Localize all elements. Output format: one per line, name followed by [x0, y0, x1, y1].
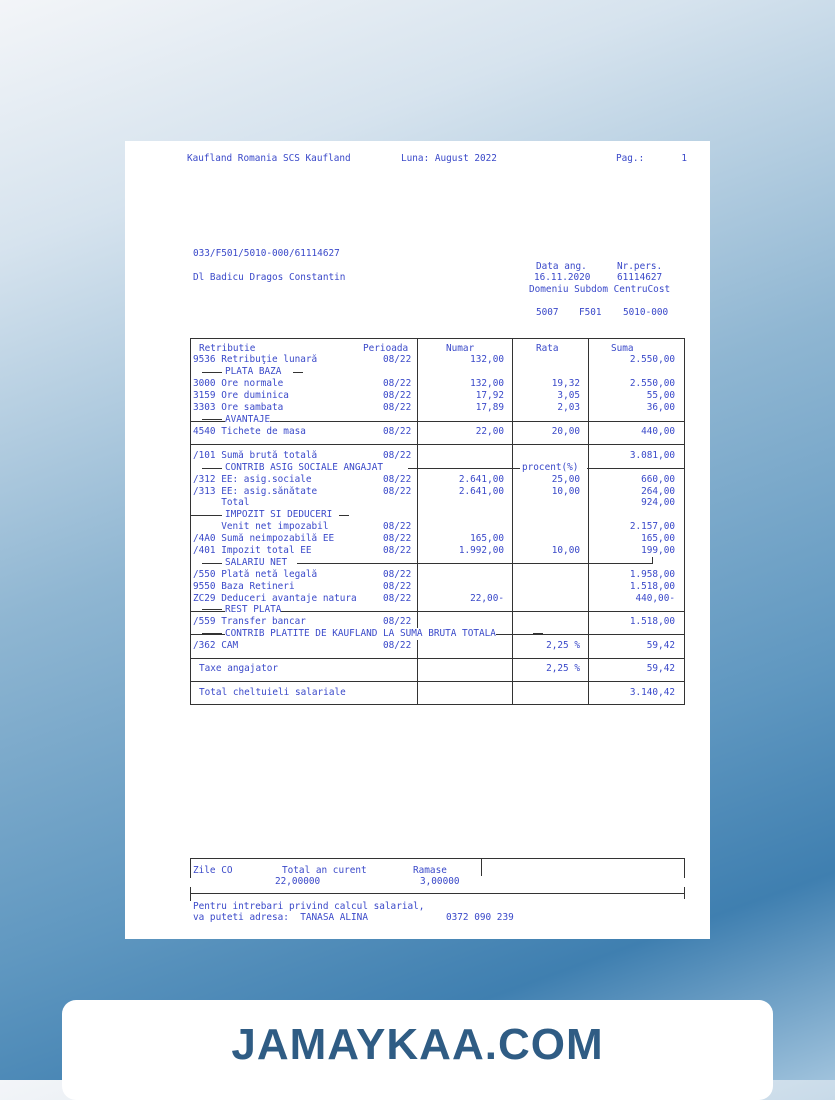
- col-retributie: Retributie: [199, 343, 256, 354]
- contact-info-line2: va puteti adresa: TANASA ALINA: [193, 912, 368, 923]
- table-row-period: 08/22: [383, 474, 412, 485]
- table-row-label: /550 Plată netă legală: [193, 569, 318, 580]
- table-row-period: 08/22: [383, 450, 412, 461]
- table-row-period: 08/22: [383, 426, 412, 437]
- table-row-rate: 10,00: [551, 545, 580, 556]
- section-rest-plata: REST PLATA: [225, 604, 282, 615]
- leave-days-label: Zile CO: [193, 865, 233, 876]
- table-row-label: 9536 Retribuţie lunară: [193, 354, 318, 365]
- section-contrib-kaufland: CONTRIB PLATITE DE KAUFLAND LA SUMA BRUTA TOTALA: [225, 628, 496, 639]
- table-row-label: /401 Impozit total EE: [193, 545, 312, 556]
- table-row-period: 08/22: [383, 616, 412, 627]
- table-row-sum: 2.157,00: [629, 521, 675, 532]
- section-salariu-net: SALARIU NET: [225, 557, 288, 568]
- table-row-period: 08/22: [383, 486, 412, 497]
- table-row-rate: 25,00: [551, 474, 580, 485]
- company-name: Kaufland Romania SCS Kaufland: [187, 153, 351, 164]
- table-row-label: /4A0 Sumă neimpozabilă EE: [193, 533, 335, 544]
- employee-name: Dl Badicu Dragos Constantin: [193, 272, 346, 283]
- table-row-rate: 3,05: [557, 390, 580, 401]
- current-year-total-label: Total an curent: [282, 865, 367, 876]
- table-row-period: 08/22: [383, 593, 412, 604]
- table-row-label: /362 CAM: [193, 640, 239, 651]
- table-row-period: 08/22: [383, 521, 412, 532]
- table-row-sum: 2.550,00: [629, 354, 675, 365]
- table-row-number: 2.641,00: [458, 486, 504, 497]
- table-row-number: 2.641,00: [458, 474, 504, 485]
- contact-info-line1: Pentru intrebari privind calcul salarial,: [193, 901, 425, 912]
- table-row-label: /312 EE: asig.sociale: [193, 474, 312, 485]
- table-row-sum: 264,00: [641, 486, 675, 497]
- table-row-number: 165,00: [470, 533, 504, 544]
- table-row-label: Venit net impozabil: [193, 521, 329, 532]
- table-row-period: 08/22: [383, 354, 412, 365]
- table-row-label: 3000 Ore normale: [193, 378, 284, 389]
- col-rata: Rata: [536, 343, 559, 354]
- table-row-period: 08/22: [383, 569, 412, 580]
- table-row-sum: 2.550,00: [629, 378, 675, 389]
- table-row-period: 08/22: [383, 640, 412, 651]
- hire-date: 16.11.2020: [534, 272, 591, 283]
- table-row-sum: 55,00: [646, 390, 675, 401]
- table-row-label: /101 Sumă brută totală: [193, 450, 318, 461]
- employer-taxes-label: Taxe angajator: [199, 663, 279, 674]
- domeniu-value: 5007: [536, 307, 559, 318]
- current-year-total-value: 22,00000: [275, 876, 321, 887]
- section-plata-baza: PLATA BAZA: [225, 366, 282, 377]
- table-row-number: 132,00: [470, 378, 504, 389]
- remaining-label: Ramase: [413, 865, 447, 876]
- page-number: 1: [681, 153, 687, 164]
- table-row-label: 4540 Tichete de masa: [193, 426, 306, 437]
- table-row-sum: 165,00: [641, 533, 675, 544]
- table-row-label: 3303 Ore sambata: [193, 402, 284, 413]
- payslip-document: [125, 141, 710, 939]
- table-row-label: Total: [193, 497, 250, 508]
- table-row-label: 3159 Ore duminica: [193, 390, 289, 401]
- remaining-value: 3,00000: [420, 876, 460, 887]
- page-label: Pag.:: [616, 153, 645, 164]
- payslip-month: Luna: August 2022: [401, 153, 497, 164]
- table-row-sum: 1.518,00: [629, 581, 675, 592]
- table-row-period: 08/22: [383, 378, 412, 389]
- table-row-sum: 924,00: [641, 497, 675, 508]
- table-row-sum: 59,42: [646, 640, 675, 651]
- watermark-banner: [62, 1000, 773, 1100]
- employer-taxes-sum: 59,42: [646, 663, 675, 674]
- cost-center-value: 5010-000: [623, 307, 669, 318]
- table-row-number: 17,92: [475, 390, 504, 401]
- section-impozit: IMPOZIT SI DEDUCERI: [225, 509, 333, 520]
- table-row-rate: 20,00: [551, 426, 580, 437]
- table-row-number: 1.992,00: [458, 545, 504, 556]
- table-row-number: 22,00-: [470, 593, 504, 604]
- table-row-period: 08/22: [383, 545, 412, 556]
- percent-label: procent(%): [522, 462, 579, 473]
- employer-taxes-rate: 2,25 %: [546, 663, 580, 674]
- col-suma: Suma: [611, 343, 634, 354]
- table-row-label: /559 Transfer bancar: [193, 616, 306, 627]
- table-row-sum: 440,00-: [635, 593, 675, 604]
- table-row-sum: 199,00: [641, 545, 675, 556]
- table-row-period: 08/22: [383, 533, 412, 544]
- table-row-rate: 2,25 %: [546, 640, 580, 651]
- table-row-period: 08/22: [383, 390, 412, 401]
- col-numar: Numar: [446, 343, 475, 354]
- pers-no-label: Nr.pers.: [617, 261, 663, 272]
- table-row-sum: 36,00: [646, 402, 675, 413]
- brand-logo-text: JAMAYKAA.COM: [231, 1020, 604, 1069]
- section-avantaje: AVANTAJE: [225, 414, 271, 425]
- col-perioada: Perioada: [363, 343, 409, 354]
- table-row-number: 17,89: [475, 402, 504, 413]
- hire-date-label: Data ang.: [536, 261, 587, 272]
- table-row-sum: 440,00: [641, 426, 675, 437]
- table-row-label: /313 EE: asig.sănătate: [193, 486, 318, 497]
- pers-no: 61114627: [617, 272, 663, 283]
- contact-phone: 0372 090 239: [446, 912, 514, 923]
- section-contrib-angajat: CONTRIB ASIG SOCIALE ANGAJAT: [225, 462, 384, 473]
- table-row-rate: 19,32: [551, 378, 580, 389]
- table-row-label: 9550 Baza Retineri: [193, 581, 295, 592]
- table-row-period: 08/22: [383, 402, 412, 413]
- table-row-number: 132,00: [470, 354, 504, 365]
- employee-code: 033/F501/5010-000/61114627: [193, 248, 340, 259]
- subdom-value: F501: [579, 307, 602, 318]
- table-row-sum: 1.958,00: [629, 569, 675, 580]
- table-row-label: ZC29 Deduceri avantaje natura: [193, 593, 357, 604]
- total-cost-label: Total cheltuieli salariale: [199, 687, 346, 698]
- table-row-number: 22,00: [475, 426, 504, 437]
- cost-center-header: Domeniu Subdom CentruCost: [529, 284, 671, 295]
- table-row-rate: 2,03: [557, 402, 580, 413]
- table-row-sum: 3.081,00: [629, 450, 675, 461]
- table-row-period: 08/22: [383, 581, 412, 592]
- table-row-sum: 660,00: [641, 474, 675, 485]
- table-row-sum: 1.518,00: [629, 616, 675, 627]
- total-cost-sum: 3.140,42: [629, 687, 675, 698]
- table-row-rate: 10,00: [551, 486, 580, 497]
